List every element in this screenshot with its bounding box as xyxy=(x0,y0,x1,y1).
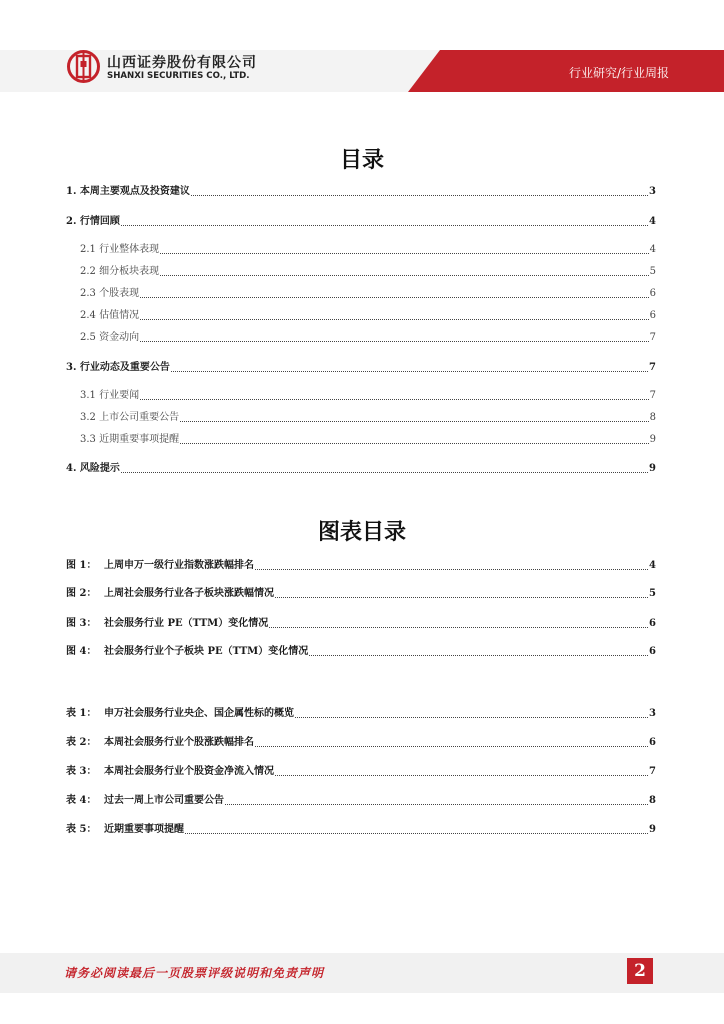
figure-text: 社会服务行业个子板块 PE（TTM）变化情况 xyxy=(104,646,309,657)
figure-entry[interactable] xyxy=(66,646,656,658)
report-type: 行业研究/行业周报 xyxy=(568,66,669,80)
toc-entry[interactable] xyxy=(80,266,656,278)
toc-entry-page: 7 xyxy=(649,362,656,373)
toc-entry-page: 7 xyxy=(649,390,656,401)
toc-entry-page: 9 xyxy=(649,434,656,445)
figure-page: 5 xyxy=(649,588,656,599)
figure-entry[interactable] xyxy=(66,618,656,630)
toc-entry-text: 2.1 行业整体表现 xyxy=(80,244,160,255)
toc-entry-page: 5 xyxy=(649,266,656,277)
company-logo-icon xyxy=(67,50,100,83)
table-label: 表 3： xyxy=(66,766,97,777)
table-text: 本周社会服务行业个股涨跌幅排名 xyxy=(104,737,254,748)
table-page: 8 xyxy=(649,795,656,806)
toc-entry-page: 6 xyxy=(649,288,656,299)
table-text: 近期重要事项提醒 xyxy=(104,824,184,835)
table-page: 9 xyxy=(649,824,656,835)
figure-label: 图 1： xyxy=(66,560,97,571)
table-text: 本周社会服务行业个股资金净流入情况 xyxy=(104,766,274,777)
table-entry[interactable] xyxy=(66,795,656,807)
toc-entry-text: 3.1 行业要闻 xyxy=(80,390,140,401)
toc-entry[interactable] xyxy=(66,186,656,198)
figure-label: 图 3： xyxy=(66,618,97,629)
toc-entry[interactable] xyxy=(80,244,656,256)
table-text: 申万社会服务行业央企、国企属性标的概览 xyxy=(104,708,294,719)
toc-entry[interactable] xyxy=(80,332,656,344)
toc-entry[interactable] xyxy=(80,310,656,322)
figures-title: 图表目录 xyxy=(317,519,406,545)
toc-entry-page: 7 xyxy=(649,332,656,343)
toc-entry[interactable] xyxy=(80,390,656,402)
page-header xyxy=(0,0,724,92)
table-page: 3 xyxy=(649,708,656,719)
toc-entry-page: 6 xyxy=(649,310,656,321)
toc-entry-text: 2. 行情回顾 xyxy=(66,216,120,227)
figure-page: 6 xyxy=(649,618,656,629)
toc-entry[interactable] xyxy=(80,288,656,300)
toc-title: 目录 xyxy=(339,147,384,173)
figure-page: 6 xyxy=(649,646,656,657)
table-entry[interactable] xyxy=(66,766,656,778)
toc-entry-text: 2.4 估值情况 xyxy=(80,310,140,321)
figure-entry[interactable] xyxy=(66,588,656,600)
toc-entry[interactable] xyxy=(66,463,656,475)
toc-entry-text: 4. 风险提示 xyxy=(66,463,120,474)
toc-entry-text: 3. 行业动态及重要公告 xyxy=(66,362,170,373)
toc-entry-page: 4 xyxy=(649,244,656,255)
table-label: 表 1： xyxy=(66,708,97,719)
figure-label: 图 4： xyxy=(66,646,97,657)
toc-entry-text: 2.2 细分板块表现 xyxy=(80,266,160,277)
figure-text: 上周申万一级行业指数涨跌幅排名 xyxy=(104,560,254,571)
disclaimer-notice: 请务必阅读最后一页股票评级说明和免责声明 xyxy=(64,966,325,980)
toc-entry-page: 3 xyxy=(649,186,656,197)
table-entry[interactable] xyxy=(66,708,656,720)
toc-entry-text: 3.2 上市公司重要公告 xyxy=(80,412,180,423)
figure-label: 图 2： xyxy=(66,588,97,599)
table-entry[interactable] xyxy=(66,824,656,836)
table-page: 7 xyxy=(649,766,656,777)
toc-entry-text: 1. 本周主要观点及投资建议 xyxy=(66,186,190,197)
toc-entry-text: 3.3 近期重要事项提醒 xyxy=(80,434,180,445)
toc-entry[interactable] xyxy=(80,434,656,446)
toc-entry-page: 4 xyxy=(649,216,656,227)
toc-entry[interactable] xyxy=(80,412,656,424)
toc-entry-text: 2.3 个股表现 xyxy=(80,288,140,299)
table-label: 表 5： xyxy=(66,824,97,835)
company-name-cn: 山西证券股份有限公司 xyxy=(107,55,257,71)
table-label: 表 2： xyxy=(66,737,97,748)
page-number: 2 xyxy=(627,958,653,984)
company-name-en: SHANXI SECURITIES CO., LTD. xyxy=(107,71,250,81)
figure-text: 上周社会服务行业各子板块涨跌幅情况 xyxy=(104,588,274,599)
toc-entry[interactable] xyxy=(66,216,656,228)
table-label: 表 4： xyxy=(66,795,97,806)
toc-entry-page: 8 xyxy=(649,412,656,423)
figure-text: 社会服务行业 PE（TTM）变化情况 xyxy=(104,618,269,629)
toc-entry[interactable] xyxy=(66,362,656,374)
figure-entry[interactable] xyxy=(66,560,656,572)
figure-page: 4 xyxy=(649,560,656,571)
toc-entry-page: 9 xyxy=(649,463,656,474)
table-entry[interactable] xyxy=(66,737,656,749)
toc-entry-text: 2.5 资金动向 xyxy=(80,332,140,343)
table-text: 过去一周上市公司重要公告 xyxy=(104,795,224,806)
table-page: 6 xyxy=(649,737,656,748)
